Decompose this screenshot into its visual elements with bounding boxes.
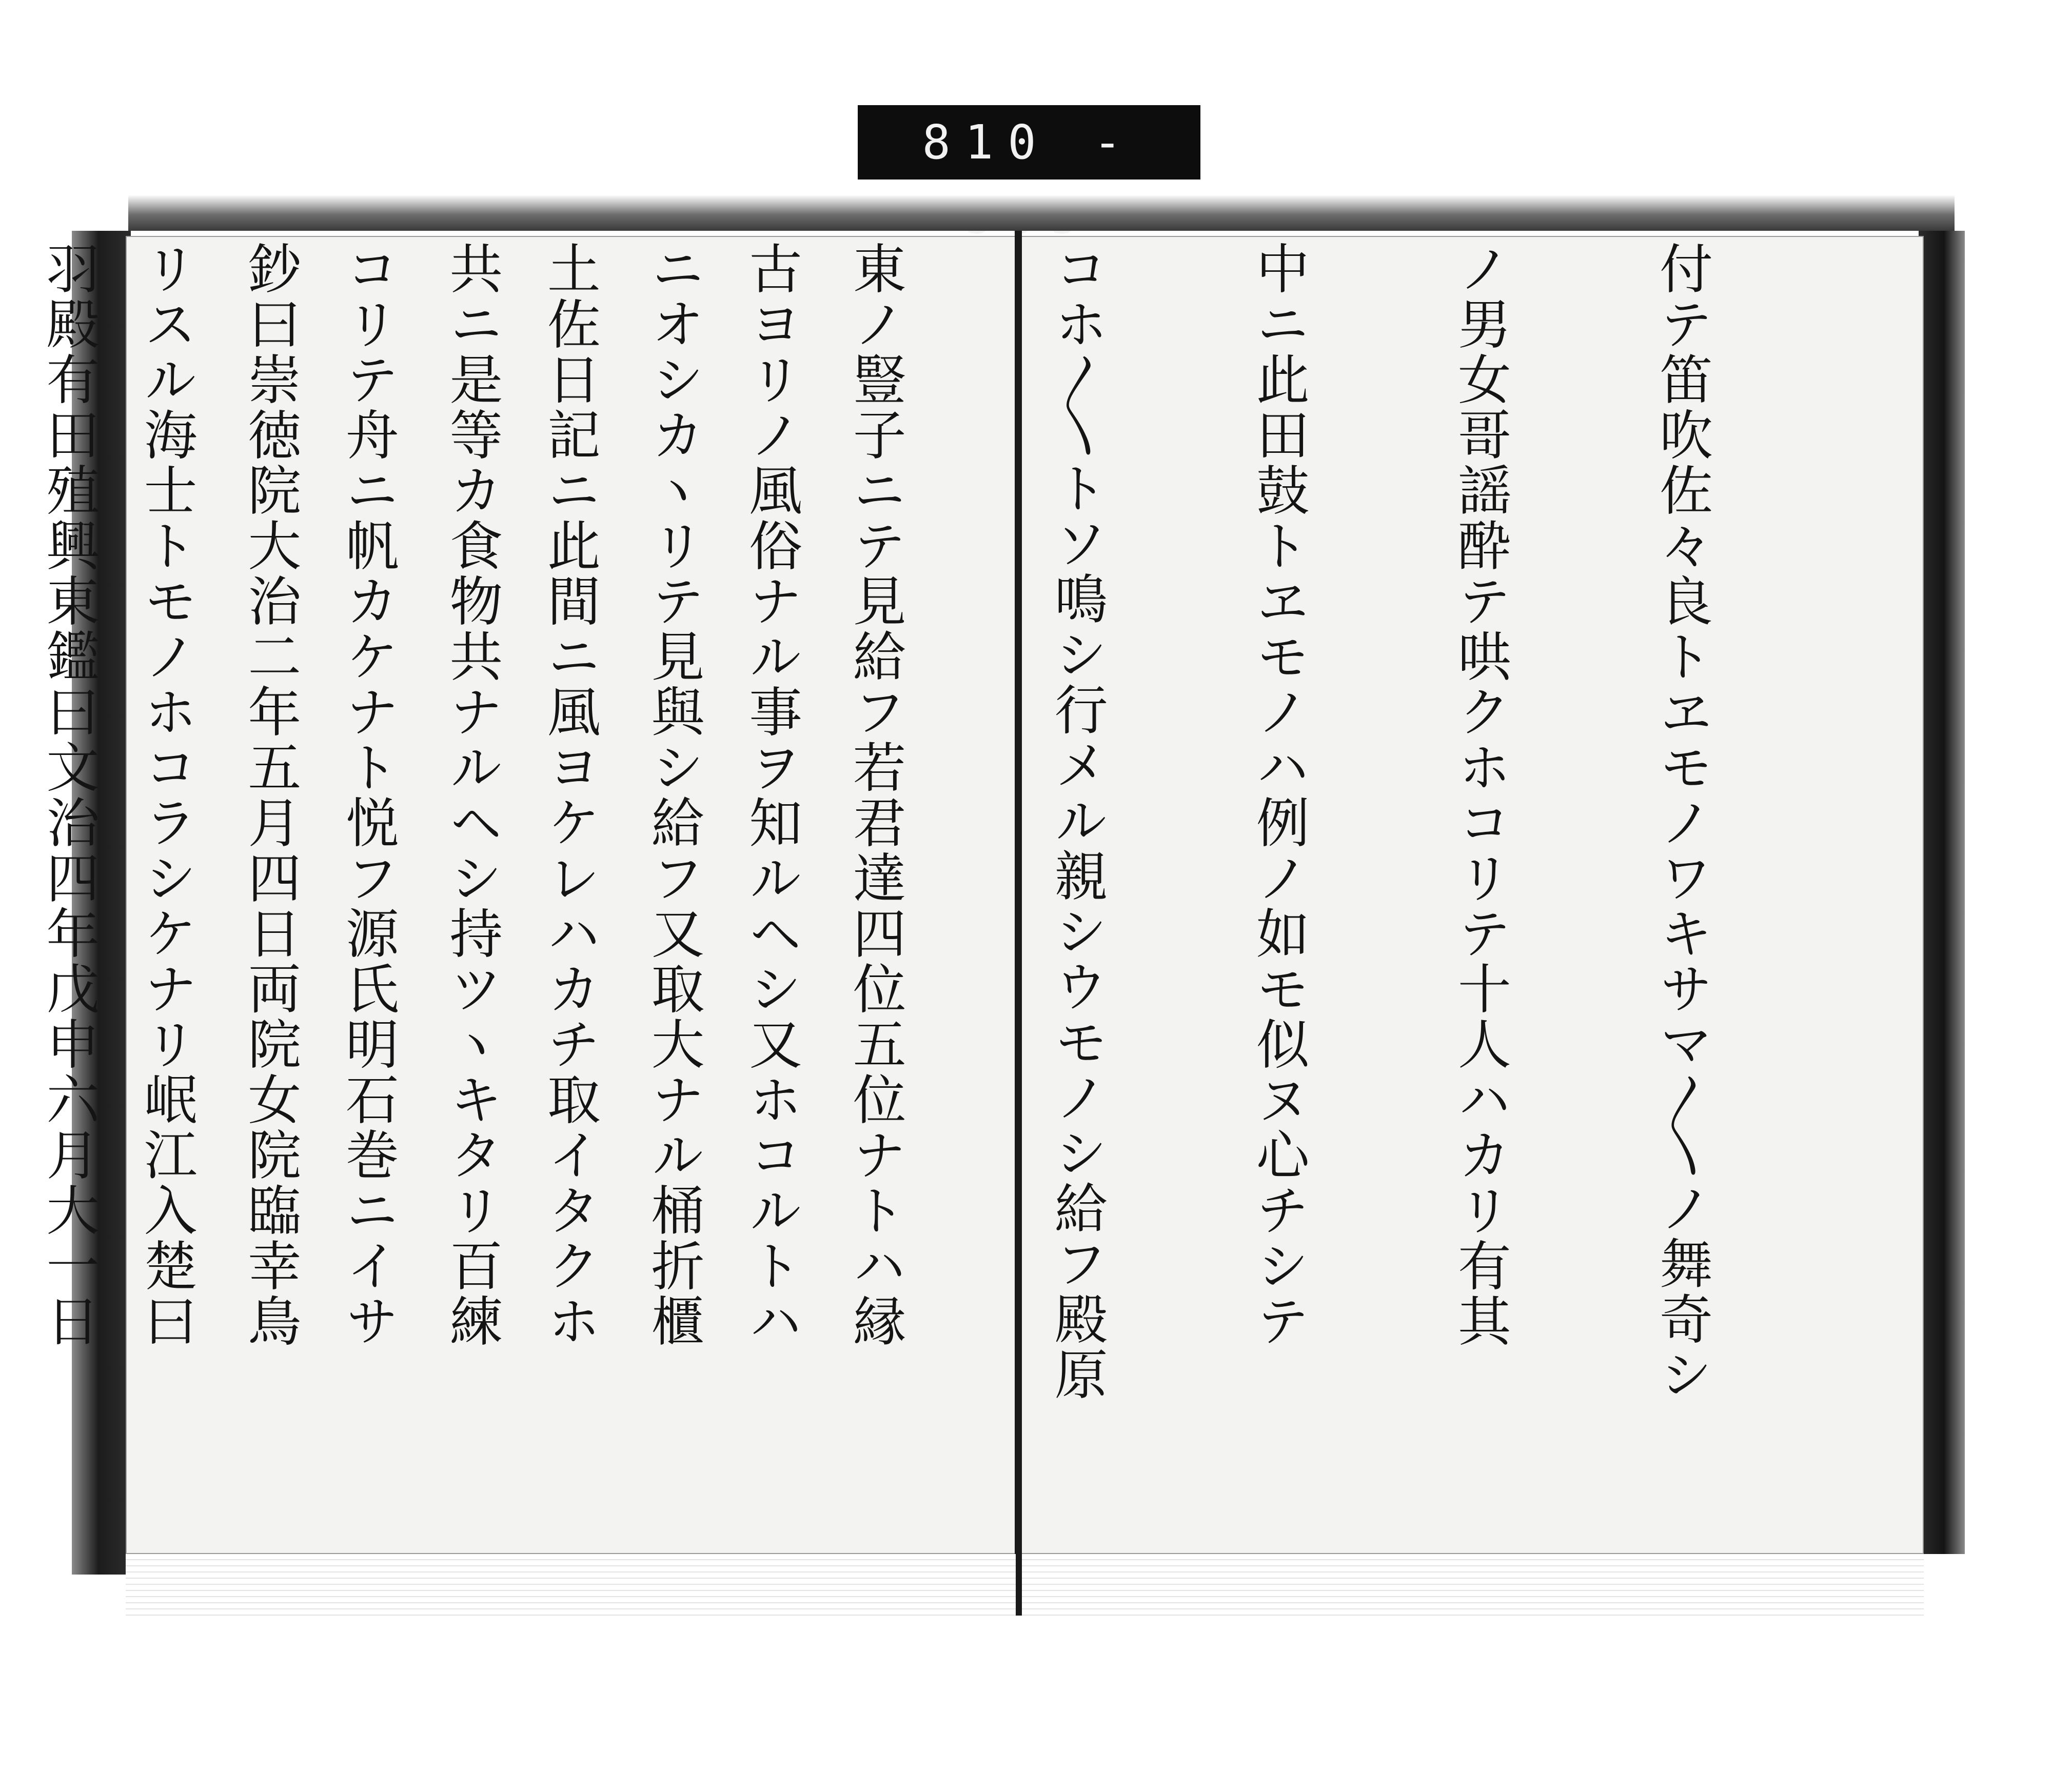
right-column-5: 東ノ豎子ニテ見給フ若君達四位五位ナトハ縁 <box>843 241 906 1349</box>
right-cover-edge <box>1919 231 1965 1554</box>
right-column-6: ニオシカヽリテ見與シ給フ又取大ナル桶折櫃 <box>642 241 705 1349</box>
book-top-shadow <box>128 195 1955 231</box>
right-column-2: ノ男女哥謡酔テ哄クホコリテ十人ハカリ有其 <box>1448 241 1511 1349</box>
left-page-text <box>92 241 939 1349</box>
right-column-1: 付テ笛吹佐々良トヱモノワキサマ〳〵ノ舞奇シ <box>1650 241 1713 1402</box>
right-column-8: 鈔曰崇徳院大治二年五月四日両院女院臨幸鳥 <box>239 241 302 1349</box>
right-column-4: コホ〳〵トソ鳴シ行メル親シウモノシ給フ殿原 <box>1045 241 1108 1402</box>
catalog-number-label: 810 - <box>858 105 1200 180</box>
right-column-9: 羽殿有田殖興東鑑曰文治四年戊申六月大一日 <box>37 241 100 1349</box>
left-page-edges <box>126 1554 1016 1616</box>
left-column-2: 土佐日記ニ此間ニ風ヨケレハカチ取イタクホ <box>538 241 601 1349</box>
left-column-4: リスル海士トモノホコラシケナリ岷江入楚曰 <box>134 241 198 1349</box>
right-column-3: 中ニ此田鼓トヱモノハ例ノ如モ似ヌ心チシテ <box>1247 241 1310 1349</box>
left-column-1: 古ヨリノ風俗ナル事ヲ知ルヘシ又ホコルトハ <box>739 241 802 1349</box>
right-page-edges <box>1022 1554 1924 1616</box>
right-column-7: 共ニ是等カ食物共ナルヘシ持ツヽキタリ百練 <box>440 241 503 1349</box>
left-column-3: コリテ舟ニ帆カケナト悦フ源氏明石巻ニイサ <box>336 241 399 1349</box>
